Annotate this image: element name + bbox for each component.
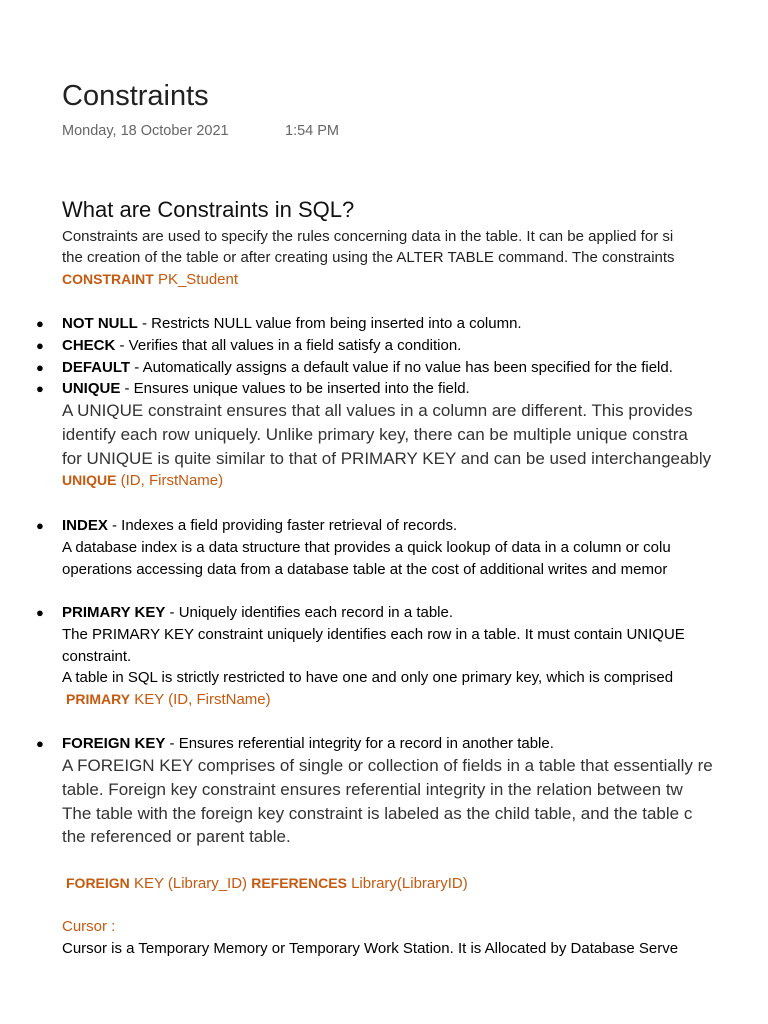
code-keyword: FOREIGN (66, 875, 130, 891)
index-line-1: A database index is a data structure that provides a quick lookup of data in a column or colu (62, 539, 671, 556)
intro-line-2: the creation of the table or after creating using the ALTER TABLE command. The constraints (62, 249, 675, 266)
code-mid: KEY (Library_ID) (129, 875, 252, 892)
intro-line-1: Constraints are used to specify the rules concerning data in the table. It can be applied for si (62, 228, 674, 245)
fk-line-1: A FOREIGN KEY comprises of single or collection of fields in a table that essentially re (62, 756, 713, 775)
bullet-desc: - Verifies that all values in a field satisfy a condition. (115, 337, 462, 354)
code-rest: Library(LibraryID) (346, 875, 468, 892)
bullet-term: UNIQUE (62, 380, 121, 397)
bullet-unique (62, 380, 470, 397)
bullet-dot: ● (36, 360, 44, 375)
bullet-not-null (62, 315, 522, 332)
bullet-term: NOT NULL (62, 315, 138, 332)
unique-code (62, 472, 223, 489)
section-heading: What are Constraints in SQL? (62, 197, 355, 222)
bullet-primary-key (62, 604, 453, 621)
code-keyword: CONSTRAINT (62, 271, 154, 287)
bullet-desc: - Ensures unique values to be inserted into the field. (120, 380, 470, 397)
page-time: 1:54 PM (285, 123, 339, 139)
fk-line-3: The table with the foreign key constraint is labeled as the child table, and the table c (62, 804, 693, 823)
pk-code (66, 691, 271, 708)
bullet-dot: ● (36, 316, 44, 331)
bullet-dot: ● (36, 736, 44, 751)
unique-line-1: A UNIQUE constraint ensures that all values in a column are different. This provides (62, 401, 693, 420)
bullet-dot: ● (36, 338, 44, 353)
unique-line-2: identify each row uniquely. Unlike primary key, there can be multiple unique constra (62, 425, 688, 444)
code-keyword: UNIQUE (62, 472, 117, 488)
page-date: Monday, 18 October 2021 (62, 123, 229, 139)
bullet-desc: - Automatically assigns a default value if no value has been specified for the field. (130, 359, 673, 376)
bullet-desc: - Restricts NULL value from being inserted into a column. (137, 315, 522, 332)
pk-line-1: The PRIMARY KEY constraint uniquely identifies each row in a table. It must contain UNIQUE (62, 626, 685, 643)
bullet-dot: ● (36, 518, 44, 533)
bullet-term: DEFAULT (62, 359, 131, 376)
fk-line-2: table. Foreign key constraint ensures referential integrity in the relation between tw (62, 780, 683, 799)
bullet-desc: - Ensures referential integrity for a record in another table. (165, 735, 554, 752)
bullet-check (62, 337, 461, 354)
bullet-dot: ● (36, 605, 44, 620)
bullet-dot: ● (36, 381, 44, 396)
bullet-term: CHECK (62, 337, 116, 354)
bullet-foreign-key (62, 735, 554, 752)
code-rest: (ID, FirstName) (116, 472, 224, 489)
constraint-code (62, 271, 238, 288)
bullet-default (62, 359, 673, 376)
bullet-desc: - Indexes a field providing faster retrieval of records. (107, 517, 458, 534)
index-line-2: operations accessing data from a database table at the cost of additional writes and memor (62, 561, 668, 578)
code-rest: KEY (ID, FirstName) (130, 691, 271, 708)
unique-line-3: for UNIQUE is quite similar to that of PRIMARY KEY and can be used interchangeably (62, 449, 712, 468)
code-keyword: PRIMARY (66, 691, 131, 707)
bullet-term: INDEX (62, 517, 108, 534)
bullet-term: FOREIGN KEY (62, 735, 166, 752)
bullet-index (62, 517, 457, 534)
page-title: Constraints (62, 80, 209, 112)
fk-code (66, 875, 468, 892)
code-keyword-2: REFERENCES (251, 875, 347, 891)
fk-line-4: the referenced or parent table. (62, 827, 291, 846)
cursor-line: Cursor is a Temporary Memory or Temporary Work Station. It is Allocated by Database Serve (62, 940, 679, 957)
bullet-desc: - Uniquely identifies each record in a table. (165, 604, 454, 621)
pk-line-3: A table in SQL is strictly restricted to have one and only one primary key, which is comprised (62, 669, 674, 686)
code-rest: PK_Student (153, 271, 239, 288)
bullet-term: PRIMARY KEY (62, 604, 166, 621)
pk-line-2: constraint. (62, 648, 132, 665)
cursor-heading: Cursor : (62, 918, 116, 935)
